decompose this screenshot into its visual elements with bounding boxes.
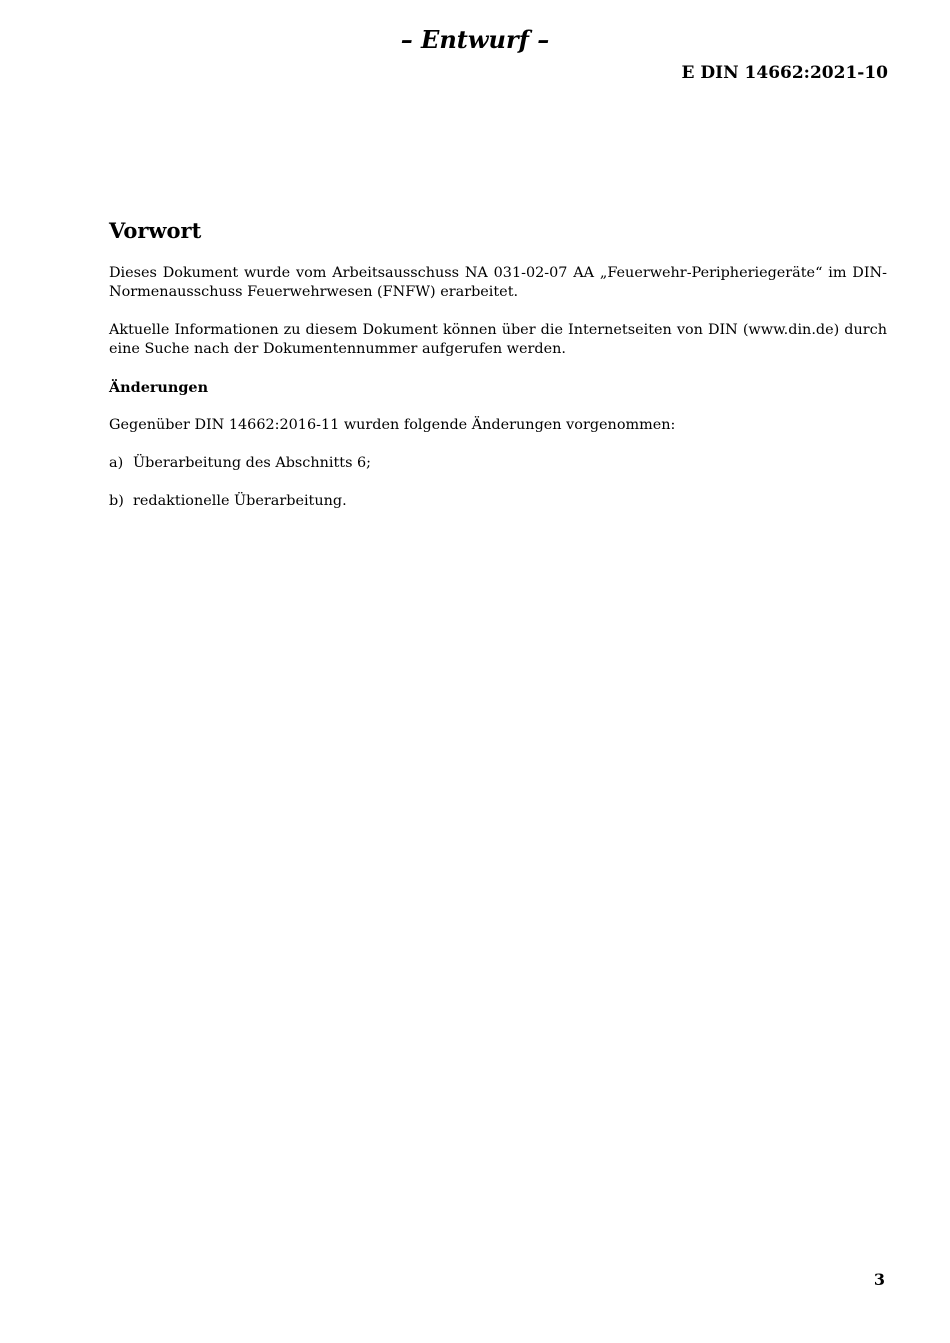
section-title: Vorwort (109, 218, 202, 243)
list-item-text: redaktionelle Überarbeitung. (133, 493, 347, 509)
list-marker: a) (109, 455, 124, 471)
draft-watermark: – Entwurf – (400, 25, 550, 54)
changes-heading: Änderungen (109, 379, 209, 396)
list-item (109, 454, 887, 473)
list-item (109, 492, 887, 511)
changes-intro: Gegenüber DIN 14662:2016-11 wurden folgende Änderungen vorgenommen: (109, 417, 676, 433)
list-item-text: Überarbeitung des Abschnitts 6; (133, 455, 372, 471)
foreword-paragraph-committee: Dieses Dokument wurde vom Arbeitsausschuss NA 031-02-07 AA „Feuerwehr-Peripheriegeräte“ im DIN-Normenausschuss Feuerwehrwesen (FNFW) erarbeitet. (109, 265, 887, 300)
foreword-paragraph-information: Aktuelle Informationen zu diesem Dokument können über die Internetseiten von DIN (www.din.de) durch eine Suche nach der Dokumentennummer aufgerufen werden. (109, 322, 887, 357)
page-number: 3 (873, 1270, 885, 1289)
foreword-section (109, 216, 887, 530)
list-marker: b) (109, 493, 124, 509)
changes-list (109, 454, 887, 511)
document-identifier: E DIN 14662:2021-10 (681, 63, 888, 83)
